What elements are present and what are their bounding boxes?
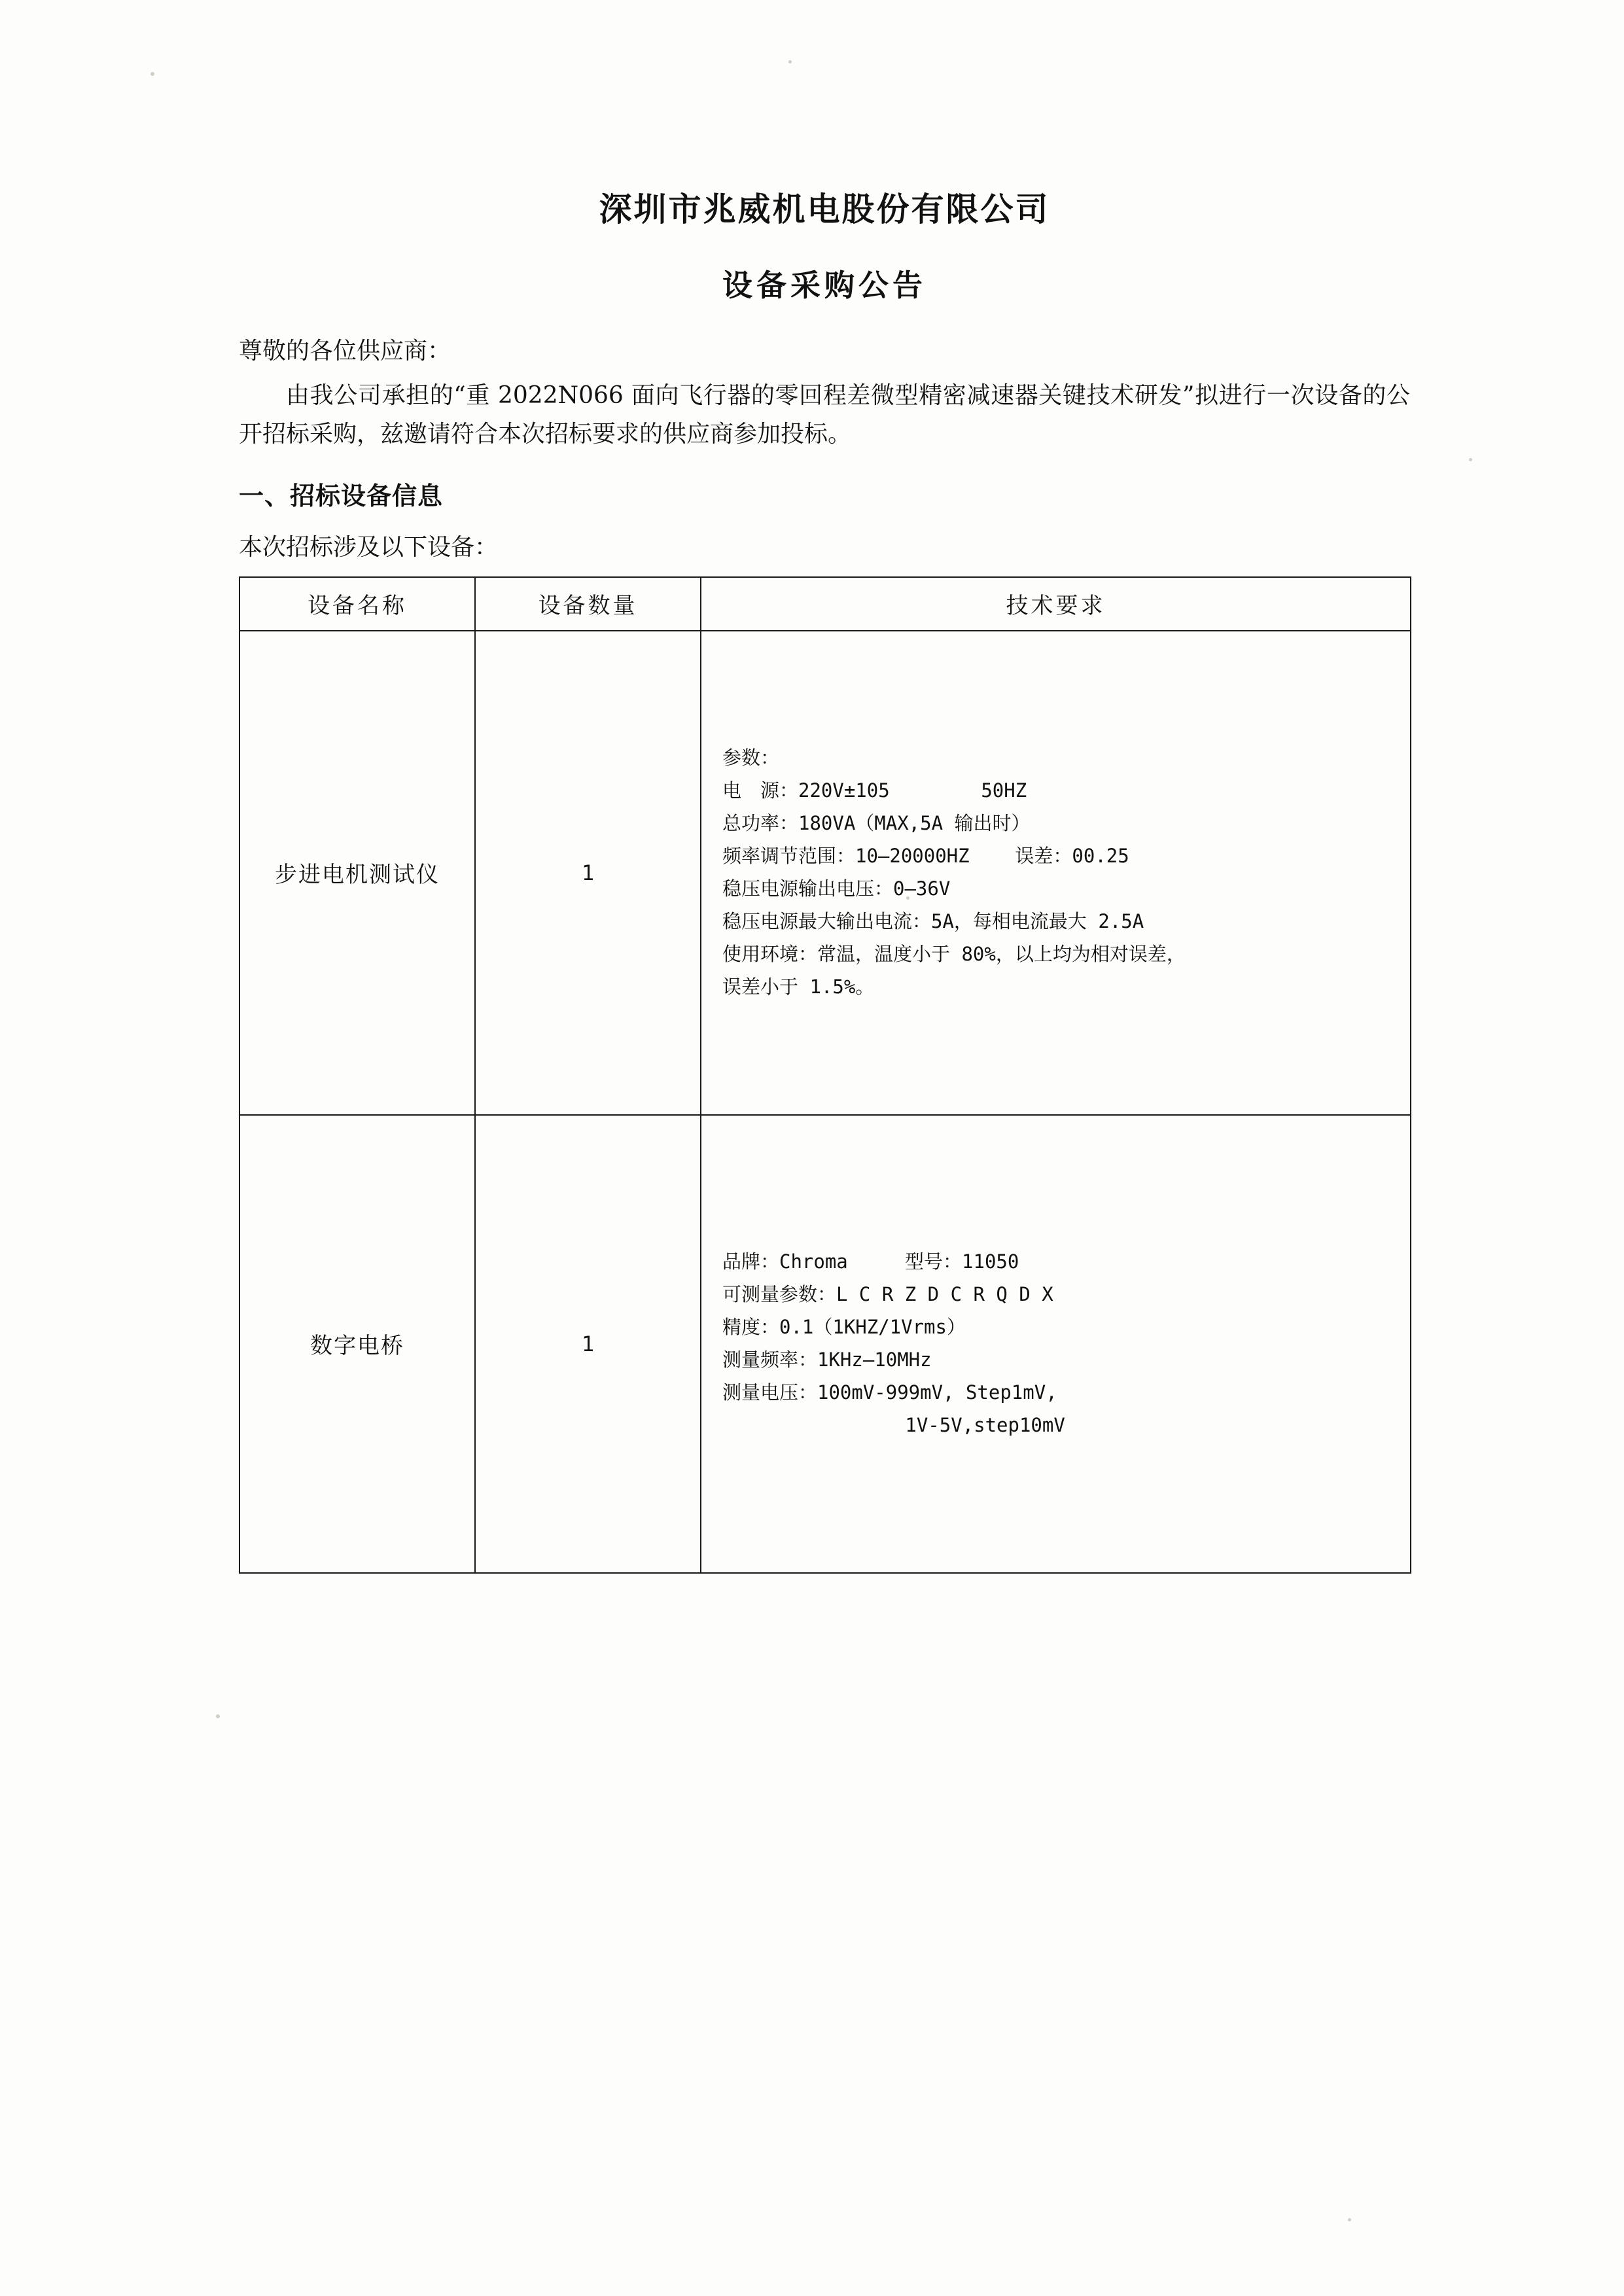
scan-speck: [216, 1714, 220, 1718]
column-header-quantity: 设备数量: [475, 577, 701, 631]
requirement-line: 使用环境：常温，温度小于 80%，以上均为相对误差，: [722, 942, 1186, 965]
requirement-line: 总功率：180VA（MAX,5A 输出时）: [722, 812, 1031, 835]
intro-paragraph: 由我公司承担的“重 2022N066 面向飞行器的零回程差微型精密减速器关键技术研发”拟进行一次设备的公开招标采购，兹邀请符合本次招标要求的供应商参加投标。: [239, 382, 1410, 448]
requirement-line: 稳压电源输出电压：0—36V: [722, 877, 951, 900]
requirement-line: 可测量参数：L C R Z D C R Q D X: [722, 1283, 1053, 1306]
equipment-name: 数字电桥: [239, 1115, 475, 1573]
scan-speck: [1348, 2218, 1351, 2221]
equipment-name: 步进电机测试仪: [239, 631, 475, 1115]
scan-speck: [788, 60, 792, 63]
equipment-quantity: 1: [475, 631, 701, 1115]
table-row: [239, 631, 1411, 1115]
requirement-line: 稳压电源最大输出电流：5A，每相电流最大 2.5A: [722, 910, 1144, 932]
requirement-line: 电 源：220V±105 50HZ: [722, 779, 1027, 802]
requirement-line: 1V-5V,step10mV: [722, 1413, 1065, 1436]
scan-speck: [1469, 458, 1472, 461]
requirement-line: 误差小于 1.5%。: [722, 975, 875, 998]
page-title: 深圳市兆威机电股份有限公司: [599, 190, 1050, 228]
document-subtitle: 设备采购公告: [722, 268, 927, 303]
salutation: 尊敬的各位供应商：: [239, 338, 451, 364]
column-header-name: 设备名称: [239, 577, 475, 631]
equipment-table: [239, 576, 1411, 1574]
requirement-line: 测量频率：1KHz—10MHz: [722, 1348, 932, 1371]
requirement-line: 测量电压：100mV-999mV, Step1mV,: [722, 1381, 1057, 1404]
requirement-line: 频率调节范围：10—20000HZ 误差：00.25: [722, 845, 1129, 868]
column-header-requirements: 技术要求: [701, 577, 1411, 631]
section-lead-text: 本次招标涉及以下设备：: [239, 533, 499, 561]
equipment-quantity: 1: [475, 1115, 701, 1573]
requirement-line: 精度：0.1（1KHZ/1Vrms）: [722, 1316, 966, 1339]
document-content: [239, 183, 1410, 1574]
equipment-requirements: [701, 1115, 1411, 1573]
requirement-line: 品牌：Chroma 型号：11050: [722, 1250, 1019, 1273]
scan-speck: [150, 72, 154, 76]
table-header-row: [239, 577, 1411, 631]
equipment-requirements: [701, 631, 1411, 1115]
table-row: [239, 1115, 1411, 1573]
section-heading-one: 一、招标设备信息: [239, 480, 444, 510]
requirement-line: 参数：: [722, 747, 780, 769]
